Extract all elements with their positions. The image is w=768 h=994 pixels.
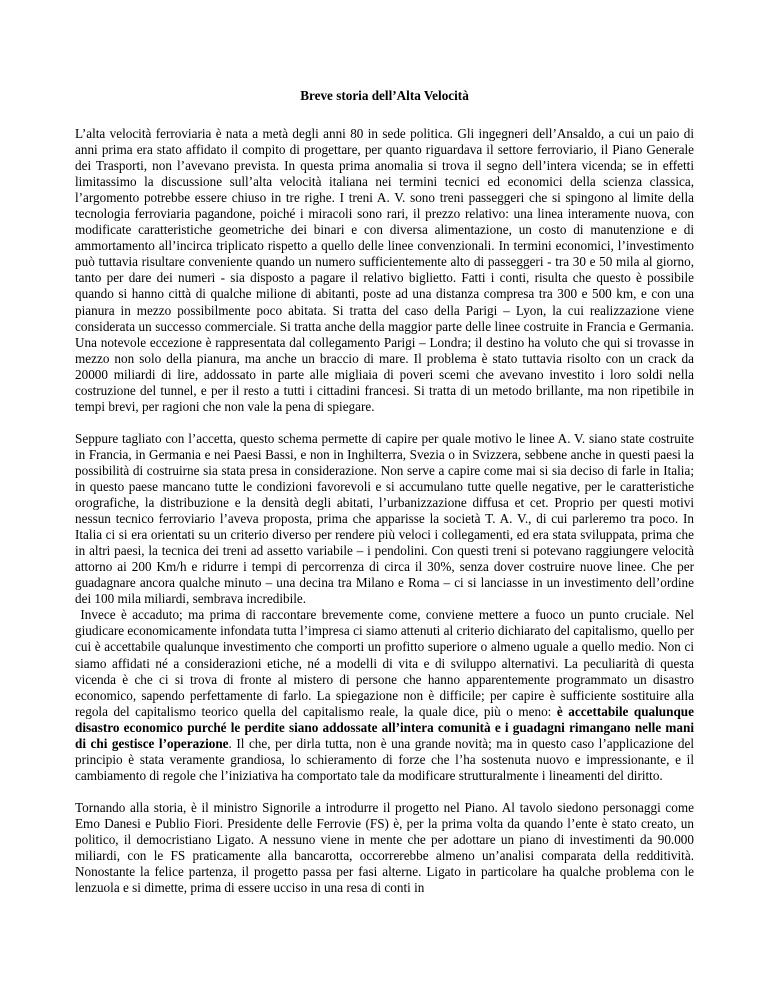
paragraph-3 — [75, 607, 694, 784]
paragraph-3-conclusion: . Il che, per dirla tutta, non è una grande novità; ma in questo caso l’applicazione del principio è stata veramente grandiosa, lo schieramento di forze che l’ha sostenuta nuovo e impressionante, e il cambiamento di regole che l’iniziativa ha comportato tale da modificare strutturalmente i lineamenti del diritto. — [75, 735, 694, 783]
paragraph-4: Tornando alla storia, è il ministro Signorile a introdurre il progetto nel Piano. Al tavolo siedono personaggi come Emo Danesi e Publio Fiori. Presidente delle Ferrovie (FS) è, per la prima volta da quando l’ente è stato creato, un politico, il democristiano Ligato. A nessuno viene in mente che per adottare un piano di investimenti da 90.000 miliardi, con le FS praticamente alla bancarotta, occorrerebbe almeno un’analisi comparata della redditività. Nonostante la felice partenza, il progetto passa per fasi alterne. Ligato in particolare ha qualche problema con le lenzuola e si dimette, prima di essere ucciso in una resa di conti in — [75, 799, 694, 896]
paragraph-3-bold-rule: è accettabile qualunque disastro economico purché le perdite siano addossate all’intera comunità e i guadagni rimangano nelle mani di chi gestisce l’operazione — [75, 703, 694, 751]
document-page — [75, 88, 694, 896]
paragraph-1: L’alta velocità ferroviaria è nata a metà degli anni 80 in sede politica. Gli ingegneri dell’Ansaldo, a cui un paio di anni prima era stato affidato il compito di progettare, per quanto riguardava il settore ferroviario, il Piano Generale dei Trasporti, non l’avevano prevista. In questa prima anomalia si trova il segno dell’intera vicenda; se in effetti limitassimo la discussione sull’alta velocità italiana nei termini tecnici ed economici della scienza classica, l’argomento potrebbe essere chiuso in tre righe. I treni A. V. sono treni passeggeri che si spingono al limite della tecnologia ferroviaria pagandone, poiché i miracoli sono rari, il prezzo relativo: una linea interamente nuova, con modificate caratteristiche geometriche dei binari e con diversa alimentazione, un costo di manutenzione e di ammortamento all’incirca triplicato rispetto a quello delle linee convenzionali. In termini economici, l’investimento può tuttavia risultare conveniente quando un numero sufficientemente alto di passeggeri - tra 30 e 50 mila al giorno, tanto per dare dei numeri - sia disposto a pagare il relativo biglietto. Fatti i conti, risulta che questo è possibile quando si hanno città di qualche milione di abitanti, poste ad una distanza compresa tra 300 e 500 km, e con una pianura in mezzo possibilmente poco abitata. Si tratta del caso della Parigi – Lyon, la cui realizzazione viene considerata un successo commerciale. Si tratta anche della maggior parte delle linee costruite in Francia e Germania. Una notevole eccezione è rappresentata dal collegamento Parigi – Londra; il destino ha voluto che qui si trovasse in mezzo non solo della pianura, ma anche un braccio di mare. Il problema è stato tuttavia risolto con un crack da 20000 miliardi di lire, addossato in parte alle migliaia di poveri scemi che avevano investito i loro soldi nella costruzione del tunnel, e per il resto a tutti i cittadini francesi. Si tratta di un metodo brillante, ma non ripetibile in tempi brevi, per ragioni che non vale la pena di spiegare. — [75, 126, 694, 414]
paragraph-2: Seppure tagliato con l’accetta, questo schema permette di capire per quale motivo le linee A. V. siano state costruite in Francia, in Germania e nei Paesi Bassi, e non in Inghilterra, Svezia o in Svizzera, sebbene anche in questi paesi la possibilità di costruirne sia stata presa in considerazione. Non serve a capire come mai si sia deciso di farle in Italia; in questo paese mancano tutte le condizioni favorevoli e si accumulano tutte quelle negative, per le caratteristiche orografiche, la distribuzione e la densità degli abitati, l’urbanizzazione diffusa et cet. Proprio per questi motivi nessun tecnico ferroviario l’aveva proposta, prima che apparisse la società T. A. V., di cui parleremo tra poco. In Italia ci si era orientati su un criterio diverso per rendere più veloci i collegamenti, ed era stata sviluppata, prima che in altri paesi, la tecnica dei treni ad assetto variabile – i pendolini. Con questi treni si potevano raggiungere velocità attorno ai 200 Km/h e ridurre i tempi di percorrenza di circa il 30%, senza dover costruire nuove linee. Che per guadagnare ancora qualche minuto – una decina tra Milano e Roma – ci si lanciasse in un investimento dell’ordine dei 100 mila miliardi, sembrava incredibile. — [75, 430, 694, 607]
paragraph-3-intro: Invece è accaduto; ma prima di raccontare brevemente come, conviene mettere a fuoco un punto cruciale. Nel giudicare economicamente infondata tutta l’impresa ci siamo attenuti al criterio dichiarato del capitalismo, quello per cui è accettabile qualunque investimento che comporti un profitto superiore o almeno uguale a quello medio. Non ci siamo affidati né a considerazioni etiche, né a modelli di vita e di sviluppo alternativi. La peculiarità di questa vicenda è che ci si trova di fronte al mistero di persone che hanno apparentemente programmato un disastro economico, sapendo perfettamente di farlo. La spiegazione non è difficile; per capire è sufficiente sostituire alla regola del capitalismo teorico quella del capitalismo reale, la quale dice, più o meno: — [75, 607, 694, 719]
document-title: Breve storia dell’Alta Velocità — [300, 88, 469, 103]
